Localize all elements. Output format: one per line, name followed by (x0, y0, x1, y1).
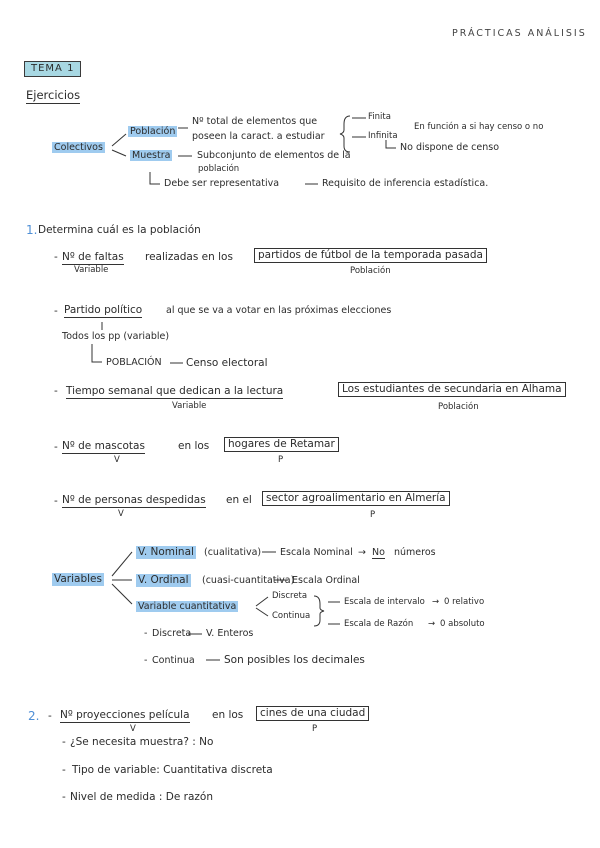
arrow-poblacion (92, 344, 102, 362)
q1-e-variable-label: V (118, 509, 124, 519)
muestra-label: Muestra (132, 150, 171, 161)
escala-razon-arrow: → (428, 619, 436, 629)
escala-razon-cero: 0 absoluto (440, 619, 485, 629)
discreta-def-dash: - (144, 628, 148, 639)
v-cuantitativa-label: Variable cuantitativa (138, 601, 237, 612)
v-ordinal-escala: Escala Ordinal (292, 575, 360, 586)
brace-finita (340, 116, 350, 152)
arrow-representativa (150, 172, 160, 184)
q2-poblacion-label: P (312, 724, 318, 734)
q2-variable-label: V (130, 724, 136, 734)
q1-b-mid: al que se va a votar en las próximas elecciones (166, 305, 392, 316)
q2-variable: Nº proyecciones película (60, 709, 190, 721)
arrow-nominal (112, 552, 132, 576)
arrow-to-muestra (112, 150, 126, 156)
v-nominal-label: V. Nominal (138, 546, 194, 558)
v-continua-label: Continua (272, 611, 311, 621)
v-nominal-arrow: → (358, 547, 366, 558)
discreta-def2: V. Enteros (206, 628, 254, 639)
muestra-def-line1: Subconjunto de elementos de la (197, 150, 351, 161)
pob-def-line1: Nº total de elementos que (192, 116, 318, 127)
v-nominal-numeros: números (394, 547, 436, 558)
q2-number: 2. (28, 709, 40, 723)
arrow-cuantitativa (112, 584, 132, 604)
q2-nivel: Nivel de medida : De razón (70, 791, 213, 803)
no-censo-label: No dispone de censo (400, 142, 500, 153)
q1-e-poblacion: sector agroalimentario en Almería (262, 491, 450, 506)
variables-label: Variables (54, 573, 102, 585)
continua-def: Continua (152, 655, 195, 666)
q1-c-variable: Tiempo semanal que dedican a la lectura (66, 385, 284, 397)
q1-b-censo: Censo electoral (186, 357, 268, 369)
continua-def-dash: - (144, 655, 148, 666)
escala-intervalo-arrow: → (432, 597, 440, 607)
q1-b-dash: - (54, 305, 58, 317)
header-title: PRÁCTICAS ANÁLISIS (452, 28, 587, 39)
v-ordinal-desc: (cuasi-cuantitativa) (202, 575, 295, 586)
q1-b-poblacion: POBLACIÓN (106, 357, 162, 368)
q1-c-poblacion-label: Población (438, 402, 479, 412)
q1-d-variable-label: V (114, 455, 120, 465)
v-nominal-escala: Escala Nominal (280, 547, 353, 558)
brace-escalas (314, 596, 324, 626)
finita-label: Finita (368, 112, 391, 122)
q1-a-variable: Nº de faltas (62, 251, 124, 263)
representativa-label: Debe ser representativa (164, 178, 280, 189)
q1-a-poblacion-label: Población (350, 266, 391, 276)
q2-nivel-dash: - (62, 791, 66, 803)
infinita-label: Infinita (368, 131, 398, 141)
q1-d-variable: Nº de mascotas (62, 440, 145, 452)
tema-label: TEMA 1 (24, 61, 81, 77)
q2-mid: en los (212, 709, 244, 721)
q1-b-sub: Todos los pp (variable) (62, 331, 170, 342)
q1-a-poblacion: partidos de fútbol de la temporada pasada (254, 248, 487, 263)
q1-d-poblacion: hogares de Retamar (224, 437, 339, 452)
q1-c-dash: - (54, 385, 58, 397)
v-discreta-label: Discreta (272, 591, 308, 601)
q1-a-mid: realizadas en los (145, 251, 233, 263)
colectivos-label: Colectivos (54, 142, 103, 153)
escala-intervalo: Escala de intervalo (344, 597, 425, 607)
q1-d-dash: - (54, 441, 58, 453)
q2-muestra-dash: - (62, 736, 66, 748)
q1-e-dash: - (54, 495, 58, 507)
q1-d-mid: en los (178, 440, 210, 452)
requisito-label: Requisito de inferencia estadística. (322, 178, 489, 189)
ejercicios-heading: Ejercicios (26, 88, 81, 102)
q1-c-variable-label: Variable (172, 401, 207, 411)
q2-bullet: - (48, 710, 52, 722)
q1-number: 1. (26, 223, 38, 237)
q1-c-poblacion: Los estudiantes de secundaria en Alhama (338, 382, 566, 397)
q2-poblacion: cines de una ciudad (256, 706, 369, 721)
arrow-no-censo (386, 140, 396, 148)
q1-e-mid: en el (226, 494, 252, 506)
q2-tipo-dash: - (62, 764, 66, 776)
arrow-continua (256, 608, 268, 616)
arrow-to-poblacion (112, 134, 126, 146)
escala-intervalo-cero: 0 relativo (444, 597, 485, 607)
discreta-def: Discreta (152, 628, 192, 639)
poblacion-label: Población (130, 126, 176, 137)
v-ordinal-label: V. Ordinal (138, 574, 189, 586)
finita-note: En función a si hay censo o no (414, 122, 544, 132)
q1-a-variable-label: Variable (74, 265, 109, 275)
q1-d-poblacion-label: P (278, 455, 284, 465)
q2-muestra: ¿Se necesita muestra? : No (70, 736, 214, 748)
escala-razon: Escala de Razón (344, 619, 414, 629)
q1-b-variable: Partido político (64, 304, 143, 316)
q1-e-poblacion-label: P (370, 510, 376, 520)
arrow-discreta (256, 597, 268, 606)
v-nominal-no: No (372, 547, 385, 558)
q1-e-variable: Nº de personas despedidas (62, 494, 206, 506)
continua-def2: Son posibles los decimales (224, 654, 365, 666)
q2-tipo: Tipo de variable: Cuantitativa discreta (72, 764, 273, 776)
q1-a-dash: - (54, 251, 58, 263)
q1-title: Determina cuál es la población (38, 224, 201, 236)
muestra-def-line2: población (198, 164, 240, 174)
v-nominal-desc: (cualitativa) (204, 547, 262, 558)
pob-def-line2: poseen la caract. a estudiar (192, 131, 325, 142)
